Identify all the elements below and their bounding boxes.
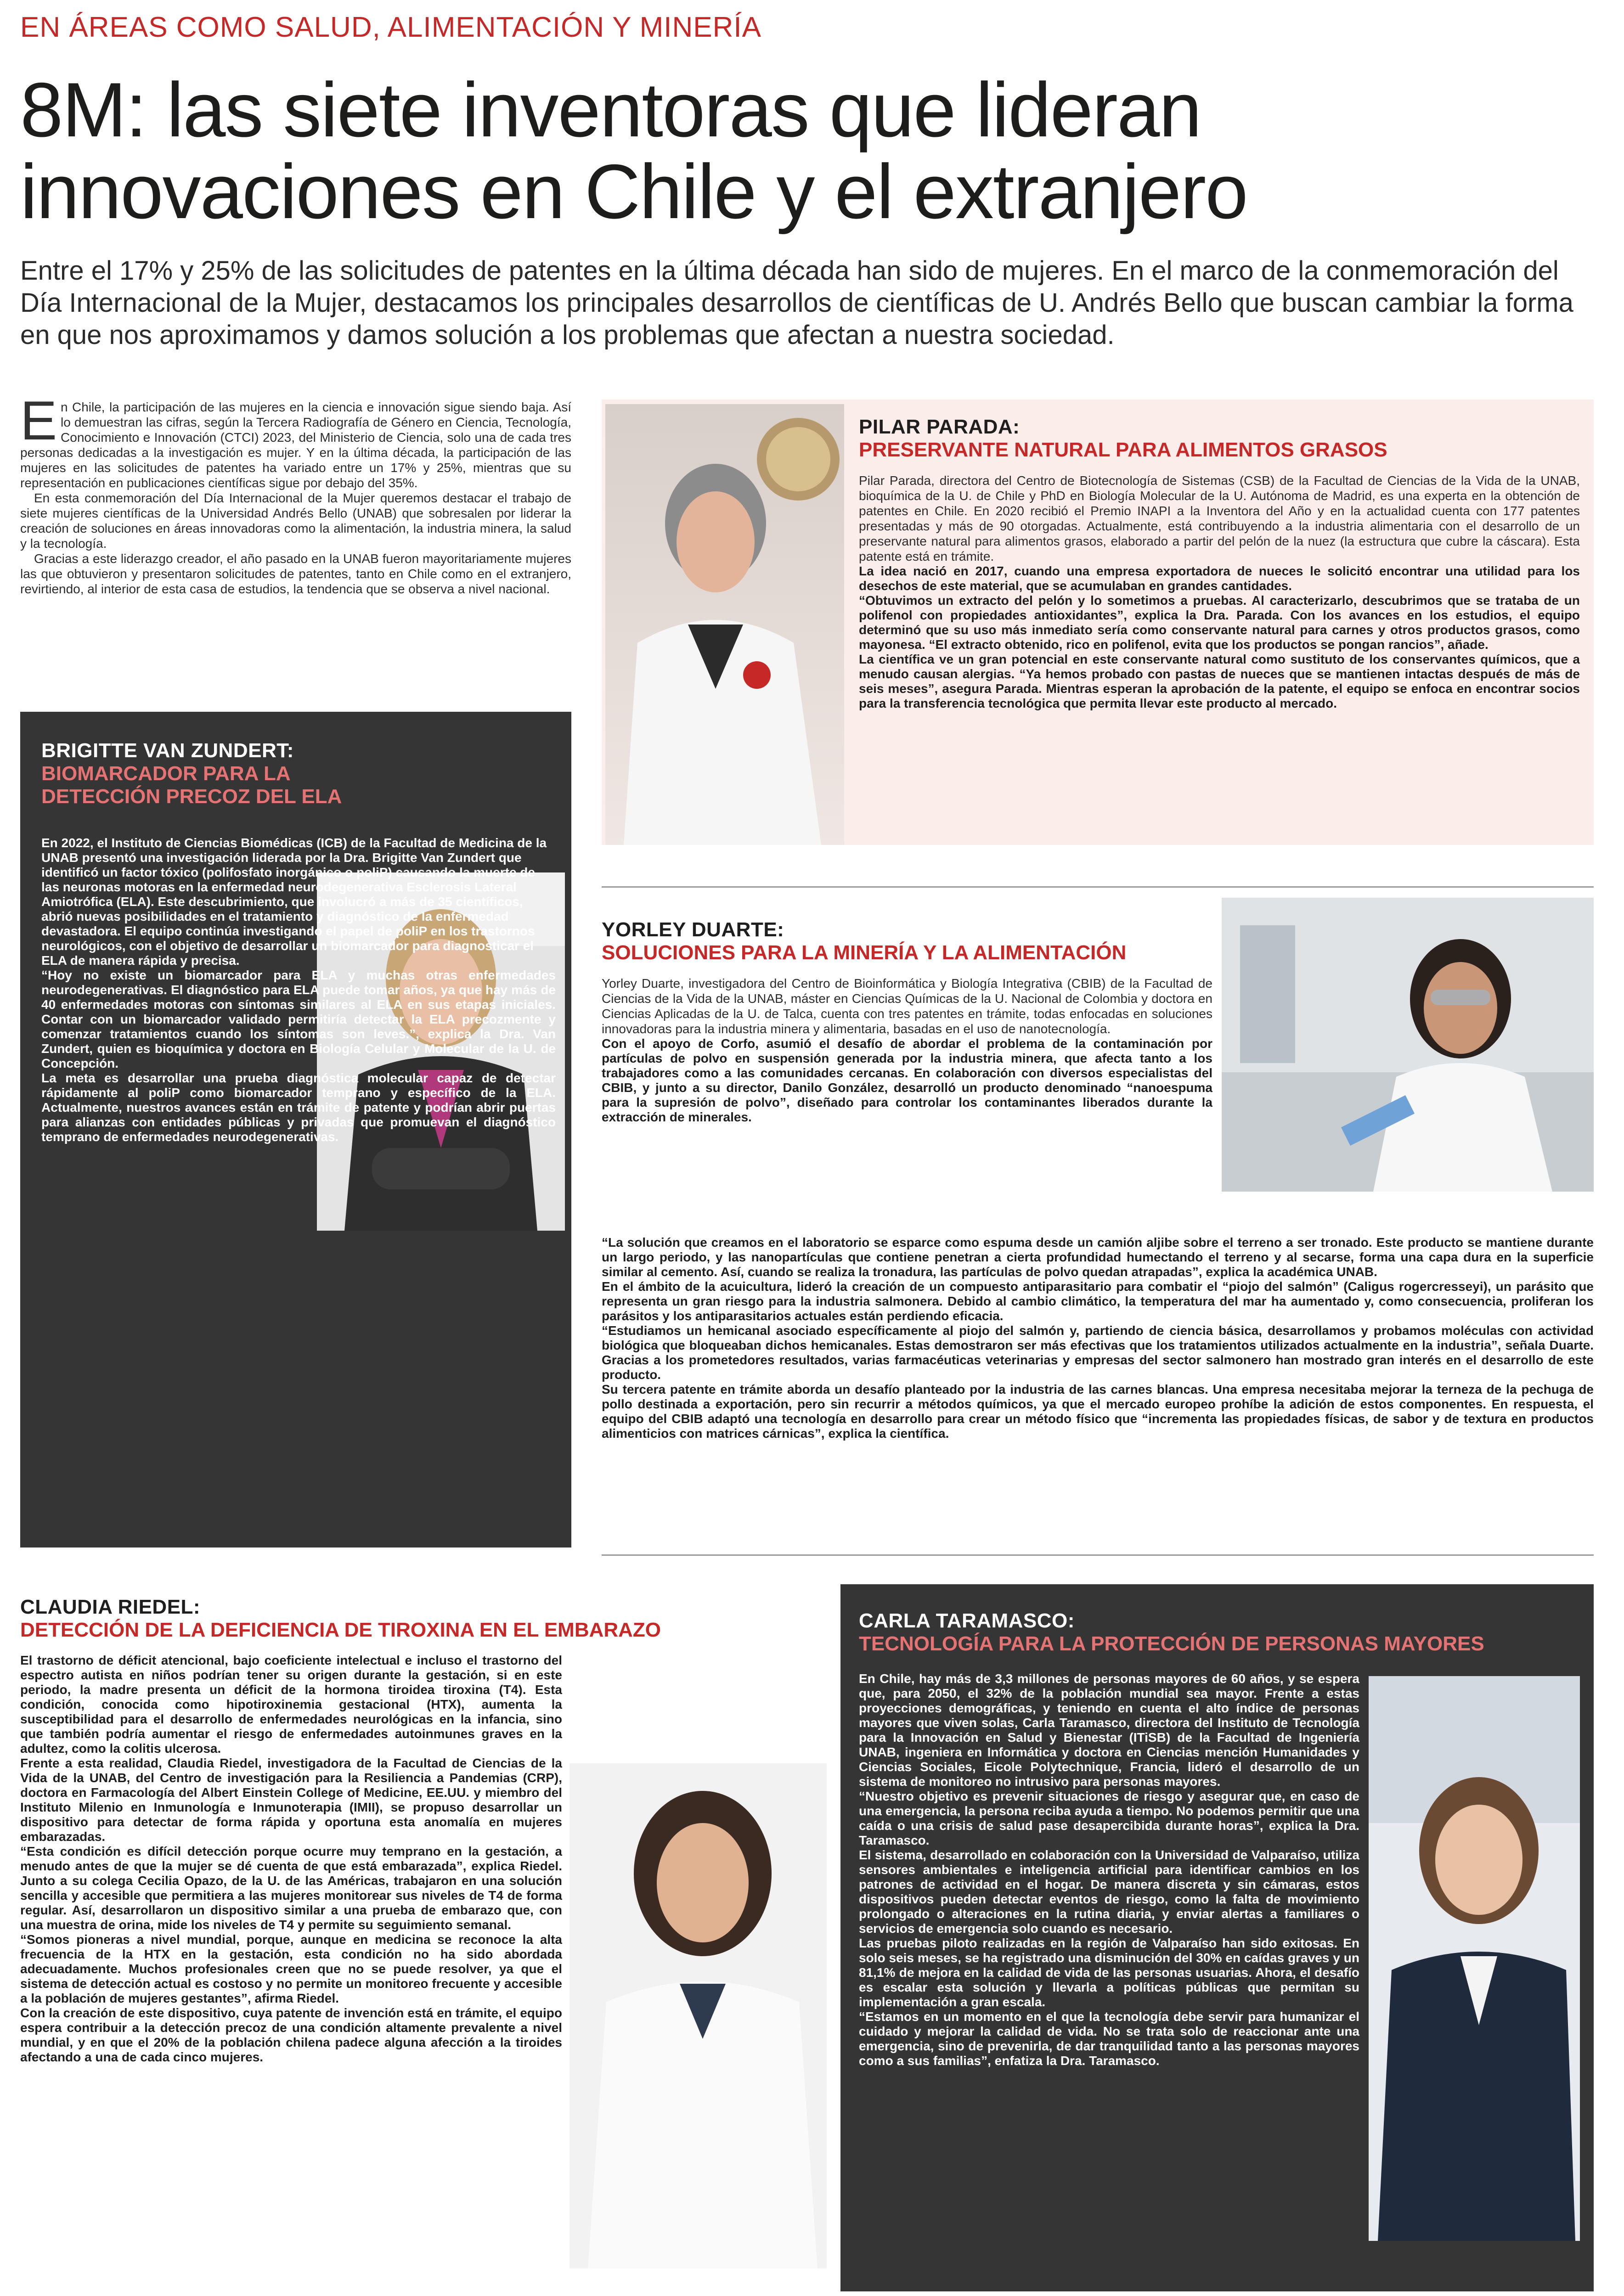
section-kicker: EN ÁREAS COMO SALUD, ALIMENTACIÓN Y MINERÍA <box>20 11 762 43</box>
body-paragraph: “Esta condición es difícil detección porque ocurre muy temprano en la gestación, a menudo antes de que la mujer se dé cuenta de que está embarazada”, explica Riedel. Junto a su colega Cecilia Opazo, de la U. de las Américas, trabajaron en una solución sencilla y accesible que permitiera a las mujeres monitorear sus niveles de T4 de forma regular. Así, desarrollaron un dispositivo similar a una prueba de embarazo que, con una muestra de orina, mide los niveles de T4 y permite su seguimiento semanal. <box>20 1844 562 1932</box>
profile-body-continued <box>602 1235 1594 1548</box>
body-paragraph: El trastorno de déficit atencional, bajo coeficiente intelectual e incluso el trastorno del espectro autista en niños podrían tener su origen durante la gestación, si en este periodo, la madre presenta un déficit de la hormona tiroidea tiroxina (T4). Esta condición, conocida como hipotiroxinemia gestacional (HTX), aumenta la susceptibilidad para el desarrollo de enfermedades neurológicas en la infancia, sino que también podría aumentar el riesgo de enfermedades autoinmunes graves en la adultez, como la colitis ulcerosa. <box>20 1653 562 1756</box>
profile-subtitle: BIOMARCADOR PARA LA DETECCIÓN PRECOZ DEL ELA <box>41 762 342 808</box>
intro-paragraph: En esta conmemoración del Día Internacional de la Mujer queremos destacar el trabajo de siete mujeres científicas de la Universidad Andrés Bello (UNAB) que sobresalen por liderar la creación de soluciones en áreas innovadoras como la alimentación, la industria minera, la salud y la tecnología. <box>20 491 571 551</box>
body-paragraph: “Obtuvimos un extracto del pelón y lo sometimos a pruebas. Al caracterizarlo, descubrimos que se trataba de un polifenol con propiedades antioxidantes”, explica la Dra. Parada. Con los avances en los estudios, el equipo determinó que su uso más inmediato sería como conservante natural para carnes y otros productos grasos, como mayonesa. “El extracto obtenido, rico en polifenol, evita que los productos se pongan rancios”, añade. <box>859 593 1580 652</box>
profile-name: PILAR PARADA: <box>859 416 1020 438</box>
body-paragraph: La científica ve un gran potencial en este conservante natural como sustituto de los conservantes químicos, que a menudo causan alergias. “Ya hemos probado con pastas de nueces que se mantienen intactas después de más de seis meses”, asegura Parada. Mientras esperan la aprobación de la patente, el equipo se enfoca en encontrar socios para la transferencia tecnológica que permita llevar este producto al mercado. <box>859 652 1580 710</box>
body-paragraph: “Hoy no existe un biomarcador para ELA y muchas otras enfermedades neurodegenerativas. El diagnóstico para ELA puede tomar años, ya que hay más de 40 enfermedades motoras con síntomas similares al ELA en sus etapas iniciales. Contar con un biomarcador validado permitiría detectar la ELA precozmente y comenzar tratamientos cuando los síntomas son leves.”, explica la Dra. Van Zundert, quien es bioquímica y doctora en Biología Celular y Molecular de la U. de Concepción. <box>41 968 556 1070</box>
profile-name: CARLA TARAMASCO: <box>859 1609 1075 1632</box>
profile-body <box>41 836 556 1534</box>
profile-name: BRIGITTE VAN ZUNDERT: <box>41 739 294 762</box>
body-paragraph: “La solución que creamos en el laboratorio se esparce como espuma desde un camión aljibe sobre el terreno a ser tronado. Este producto se mantiene durante un largo periodo, y las nanopartículas que contiene penetran a cierta profundidad humectando el terreno y al secarse, forma una capa dura en la superficie similar al cemento. Así, cuando se realiza la tronadura, las partículas de polvo quedan atrapadas”, explica la académica UNAB. <box>602 1235 1594 1279</box>
lead-paragraph: Entre el 17% y 25% de las solicitudes de patentes en la última década han sido de mujeres. En el marco de la conmemoración del Día Internacional de la Mujer, destacamos los principales desarrollos de científicas de U. Andrés Bello que buscan cambiar la forma en que nos aproximamos y damos solución a los problemas que afectan a nuestra sociedad. <box>20 256 1573 350</box>
portrait-parada <box>605 404 844 845</box>
body-paragraph: “Nuestro objetivo es prevenir situaciones de riesgo y asegurar que, en caso de una emergencia, la persona reciba ayuda a tiempo. No podemos permitir que una caída o una crisis de salud pase desapercibida durante horas”, explica la Dra. Taramasco. <box>859 1789 1359 1847</box>
profile-body <box>20 1653 562 2291</box>
body-paragraph: “Somos pioneras a nivel mundial, porque, aunque en medicina se reconoce la alta frecuencia de la HTX en la gestación, esta condición no ha sido abordada adecuadamente. Muchos profesionales creen que no se puede resolver, ya que el sistema de detección actual es costoso y no permite un monitoreo frecuente y accesible a la población de mujeres gestantes”, afirma Riedel. <box>20 1932 562 2005</box>
body-paragraph: Con el apoyo de Corfo, asumió el desafío de abordar el problema de la contaminación por partículas de polvo en suspensión generada por la industria minera, que afecta tanto a los trabajadores como a las comunidades cercanas. En colaboración con diversos especialistas del CBIB, y junto a su director, Danilo González, desarrolló un producto denominado “nanoespuma para la supresión de polvo”, diseñado para controlar los contaminantes liberados durante la extracción de minerales. <box>602 1036 1212 1124</box>
portrait-riedel <box>570 1763 827 2268</box>
body-paragraph: En el ámbito de la acuicultura, lideró la creación de un compuesto antiparasitario para combatir el “piojo del salmón” (Caligus rogercresseyi), un parásito que representa un gran riesgo para la industria salmonera. Debido al cambio climático, la temperatura del mar ha aumentado y, como consecuencia, proliferan los parásitos y los antiparasitarios actuales están perdiendo eficacia. <box>602 1279 1594 1323</box>
portrait-duarte-image <box>1222 898 1594 1192</box>
body-paragraph: En Chile, hay más de 3,3 millones de personas mayores de 60 años, y se espera que, para 2050, el 32% de la población mundial sea mayor. Frente a estas proyecciones demográficas, y teniendo en cuenta el alto índice de personas mayores que viven solas, Carla Taramasco, directora del Instituto de Tecnología para la Innovación en Salud y Bienestar (ITiSB) de la Facultad de Ingeniería UNAB, ingeniera en Informática y doctora en Ciencias mención Humanidades y Ciencias Sociales, Eicole Polytechnique, Francia, lideró el desarrollo de un sistema de monitoreo no intrusivo para personas mayores. <box>859 1671 1359 1789</box>
intro-text <box>20 390 571 684</box>
body-paragraph: Yorley Duarte, investigadora del Centro de Bioinformática y Biología Integrativa (CBIB) de la Facultad de Ciencias de la Vida de la UNAB, máster en Ciencias Químicas de la U. Nacional de Colombia y doctora en Ciencias Aplicadas de la U. de Talca, cuenta con tres patentes en trámite, todas enfocadas en soluciones innovadoras para la industria minera y alimentaria, basadas en el uso de nanotecnología. <box>602 976 1212 1036</box>
portrait-taramasco <box>1369 1676 1580 2241</box>
body-paragraph: El sistema, desarrollado en colaboración con la Universidad de Valparaíso, utiliza sensores ambientales e inteligencia artificial para identificar cambios en los patrones de actividad en el hogar. De manera discreta y sin cámaras, estos dispositivos pueden detectar eventos de riesgo, como la falta de movimiento prolongado o alteraciones en la rutina diaria, y enviar alertas a familiares o servicios de emergencia solo cuando es necesario. <box>859 1848 1359 1936</box>
body-paragraph: Su tercera patente en trámite aborda un desafío planteado por la industria de las carnes blancas. Una empresa necesitaba mejorar la terneza de la pechuga de pollo destinada a exportación, pero sin recurrir a métodos químicos, ya que el mercado europeo prohíbe la adición de estos componentes. En respuesta, el equipo del CBIB adaptó una tecnología en desarrollo para crear un método físico que “incrementa las propiedades físicas, de sabor y de textura en productos alimenticios con matrices cárnicas”, explica la científica. <box>602 1382 1594 1441</box>
portrait-riedel-image <box>570 1763 827 2268</box>
profile-name: YORLEY DUARTE: <box>602 918 784 941</box>
divider <box>602 886 1594 888</box>
profile-body <box>859 1671 1359 2278</box>
body-paragraph: Frente a esta realidad, Claudia Riedel, investigadora de la Facultad de Ciencias de la Vida de la UNAB, del Centro de investigación para la Resiliencia a Pandemias (CRP), doctora en Farmacología del Albert Einstein College of Medicine, EE.UU. y miembro del Instituto Milenio en Inmunología e Inmunoterapia (IMII), se propuso desarrollar un dispositivo para detectar de forma rápida y oportuna esta anomalía en mujeres embarazadas. <box>20 1756 562 1844</box>
portrait-parada-image <box>605 404 844 845</box>
profile-subtitle: PRESERVANTE NATURAL PARA ALIMENTOS GRASOS <box>859 439 1387 461</box>
body-paragraph: “Estudiamos un hemicanal asociado específicamente al piojo del salmón y, partiendo de ciencia básica, desarrollamos y probamos moléculas con actividad biológica que bloqueaban dichos hemicanales. Estas demostraron ser más efectivas que los tratamientos utilizados actualmente en la industria”, señala Duarte. Gracias a los prometedores resultados, varias farmacéuticas veterinarias y empresas del sector salmonero han mostrado gran interés en el desarrollo de este producto. <box>602 1323 1594 1382</box>
body-paragraph: “Estamos en un momento en el que la tecnología debe servir para humanizar el cuidado y mejorar la calidad de vida. No se trata solo de reaccionar ante una emergencia, sino de prevenirla, de dar tranquilidad tanto a las personas mayores como a sus familias”, enfatiza la Dra. Taramasco. <box>859 2009 1359 2068</box>
intro-paragraph: Gracias a este liderazgo creador, el año pasado en la UNAB fueron mayoritariamente mujeres las que obtuvieron y presentaron solicitudes de patentes, tanto en Chile como en el extranjero, revirtiendo, al interior de esta casa de estudios, la tendencia que se observa a nivel nacional. <box>20 551 571 596</box>
profile-subtitle: TECNOLOGÍA PARA LA PROTECCIÓN DE PERSONAS MAYORES <box>859 1632 1484 1655</box>
headline: 8M: las siete inventoras que lideran innovaciones en Chile y el extranjero <box>20 67 1247 235</box>
profile-body <box>859 473 1580 840</box>
profile-name: CLAUDIA RIEDEL: <box>20 1596 201 1618</box>
intro-dropcap: E <box>20 390 57 451</box>
body-paragraph: Las pruebas piloto realizadas en la región de Valparaíso han sido exitosas. En solo seis meses, se ha registrado una disminución del 30% en caídas graves y un 81,1% de mejora en la calidad de vida de las personas usuarias. Ahora, el desafío es escalar esta solución y llevarla a políticas públicas que permitan su implementación a gran escala. <box>859 1936 1359 2009</box>
body-paragraph: En 2022, el Instituto de Ciencias Biomédicas (ICB) de la Facultad de Medicina de la UNAB presentó una investigación liderada por la Dra. Brigitte Van Zundert que identificó un factor tóxico (polifosfato inorgánico o poliP) causando la muerte de las neuronas motoras en la enfermedad neurodegenerativa Esclerosis Lateral Amiotrófica (ELA). Este descubrimiento, que involucró a más de 35 científicos, abrió nuevas posibilidades en el tratamiento y diagnóstico de la enfermedad devastadora. El equipo continúa investigando el papel de poliP en los trastornos neurológicos, con el objetivo de desarrollar un biomarcador para diagnosticar el ELA de manera rápida y precisa. <box>41 836 547 968</box>
body-paragraph: Con la creación de este dispositivo, cuya patente de invención está en trámite, el equipo espera contribuir a la detección precoz de una condición altamente prevalente a nivel mundial, y en que el 20% de la población chilena padece alguna afección a la tiroides afectando a una de cada cinco mujeres. <box>20 2006 562 2064</box>
body-paragraph: La idea nació en 2017, cuando una empresa exportadora de nueces le solicitó encontrar una utilidad para los desechos de este material, que se acumulaban en grandes cantidades. <box>859 564 1580 593</box>
portrait-taramasco-image <box>1369 1676 1580 2241</box>
profile-subtitle: SOLUCIONES PARA LA MINERÍA Y LA ALIMENTACIÓN <box>602 941 1127 964</box>
profile-body <box>602 976 1212 1233</box>
portrait-duarte <box>1222 898 1594 1192</box>
intro-paragraph: n Chile, la participación de las mujeres en la ciencia e innovación sigue siendo baja. Así lo demuestran las cifras, según la Tercera Radiografía de Género en Ciencia, Tecnología, Conocimiento e Innovación (CTCI) 2023, del Ministerio de Ciencia, solo una de cada tres personas dedicadas a la investigación es mujer. Y en la última década, la participación de las mujeres en las solicitudes de patentes ha variado entre un 17% y 25%, mientras que su representación en publicaciones científicas sigue por debajo del 35%. <box>20 400 571 490</box>
body-paragraph: La meta es desarrollar una prueba diagnóstica molecular capaz de detectar rápidamente al poliP como biomarcador temprano y específico de la ELA. Actualmente, nuestros avances están en trámite de patente y podrían abrir puertas para alianzas con entidades públicas y privadas que promuevan el diagnóstico temprano de enfermedades neurodegenerativas. <box>41 1071 556 1144</box>
body-paragraph: Pilar Parada, directora del Centro de Biotecnología de Sistemas (CSB) de la Facultad de Ciencias de la Vida de la UNAB, bioquímica de la U. de Chile y PhD en Biología Molecular de la U. Autónoma de Madrid, es una experta en la obtención de patentes en Chile. En 2020 recibió el Premio INAPI a la Inventora del Año y en la actualidad cuenta con 177 patentes presentadas y más de 90 otorgadas. Actualmente, está contribuyendo a la industria alimentaria con el desarrollo de un preservante natural para alimentos grasos, elaborado a partir del pelón de la nuez (la estructura que cubre la cáscara). Esta patente está en trámite. <box>859 473 1580 563</box>
divider <box>602 1554 1594 1556</box>
profile-subtitle: DETECCIÓN DE LA DEFICIENCIA DE TIROXINA EN EL EMBARAZO <box>20 1619 661 1641</box>
